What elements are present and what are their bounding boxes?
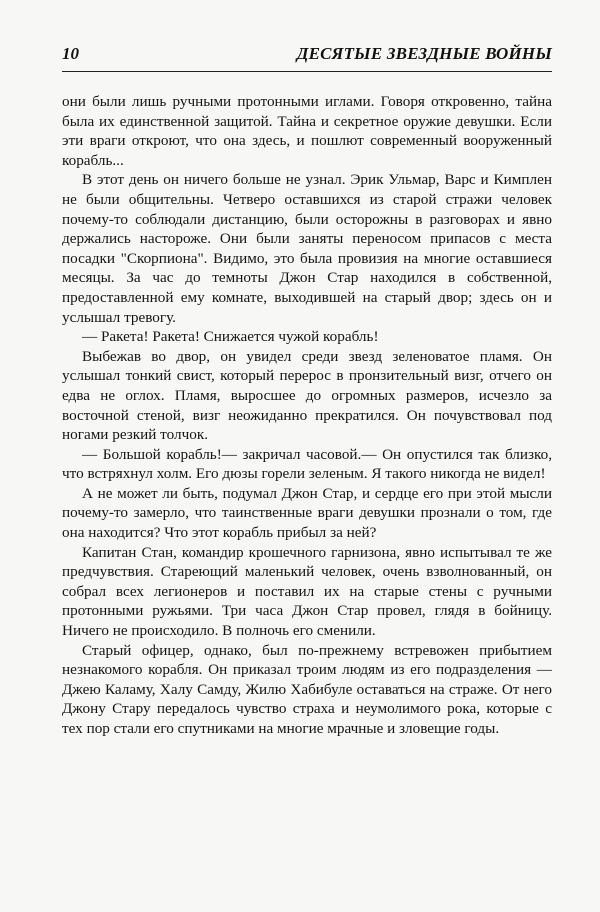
paragraph-5: — Большой корабль!— закричал часовой.— Он опустился так близко, что встряхнул холм. Его дюзы горели зеленым. Я такого никогда не видел! xyxy=(62,445,552,483)
paragraph-4: Выбежав во двор, он увидел среди звезд зеленоватое пламя. Он услышал тонкий свист, который перерос в пронзительный визг, отчего он едва не оглох. Пламя, выросшее до огромных размеров, исчезло за восточной стеной, визг неожиданно прекратился. Он почувствовал под ногами резкий толчок. xyxy=(62,347,552,444)
paragraph-2: В этот день он ничего больше не узнал. Эрик Ульмар, Варс и Кимплен не были общительны. Четверо оставшихся из старой стражи человек почему-то соблюдали дистанцию, были осторожны в разговорах и явно держались настороже. Они были заняты переносом припасов с места посадки "Скорпиона". Видимо, это была провизия на многие оставшиеся месяцы. За час до темноты Джон Стар находился в собственной, предоставленной ему комнате, выходившей на старый двор; здесь он и услышал тревогу. xyxy=(62,171,552,326)
body-text xyxy=(62,92,552,739)
paragraph-6: А не может ли быть, подумал Джон Стар, и сердце его при этой мысли почему-то замерло, что таинственные враги девушки прознали о том, где она находится? Что этот корабль прибыл за ней? xyxy=(62,484,552,542)
paragraph-8: Старый офицер, однако, был по-прежнему встревожен прибытием незнакомого корабля. Он приказал троим людям из его подразделения — Джею Каламу, Халу Самду, Жилю Хабибуле оставаться на страже. От него Джону Стару передалось чувство страха и неумолимого рока, которые с тех пор стали его спутниками на многие мрачные и зловещие годы. xyxy=(62,641,552,737)
header-divider xyxy=(62,71,552,72)
paragraph-7: Капитан Стан, командир крошечного гарнизона, явно испытывал те же предчувствия. Стареющий маленький человек, очень взволнованный, он собрал всех легионеров и поставил их на старые стены с ручными протонными ружьями. Три часа Джон Стар провел, глядя в бойницу. Ничего не происходило. В полночь его сменили. xyxy=(62,543,552,640)
page-number: 10 xyxy=(62,44,79,63)
paragraph-3: — Ракета! Ракета! Снижается чужой корабль! xyxy=(82,328,379,346)
paragraph-1: они были лишь ручными протонными иглами. Говоря откровенно, тайна была их единственной защитой. Тайна и секретное оружие девушки. Если эти враги откроют, что она здесь, и пошлют современный вооруженный корабль... xyxy=(62,93,552,169)
running-title: ДЕСЯТЫЕ ЗВЕЗДНЫЕ ВОЙНЫ xyxy=(296,44,552,63)
page-header xyxy=(62,44,552,70)
